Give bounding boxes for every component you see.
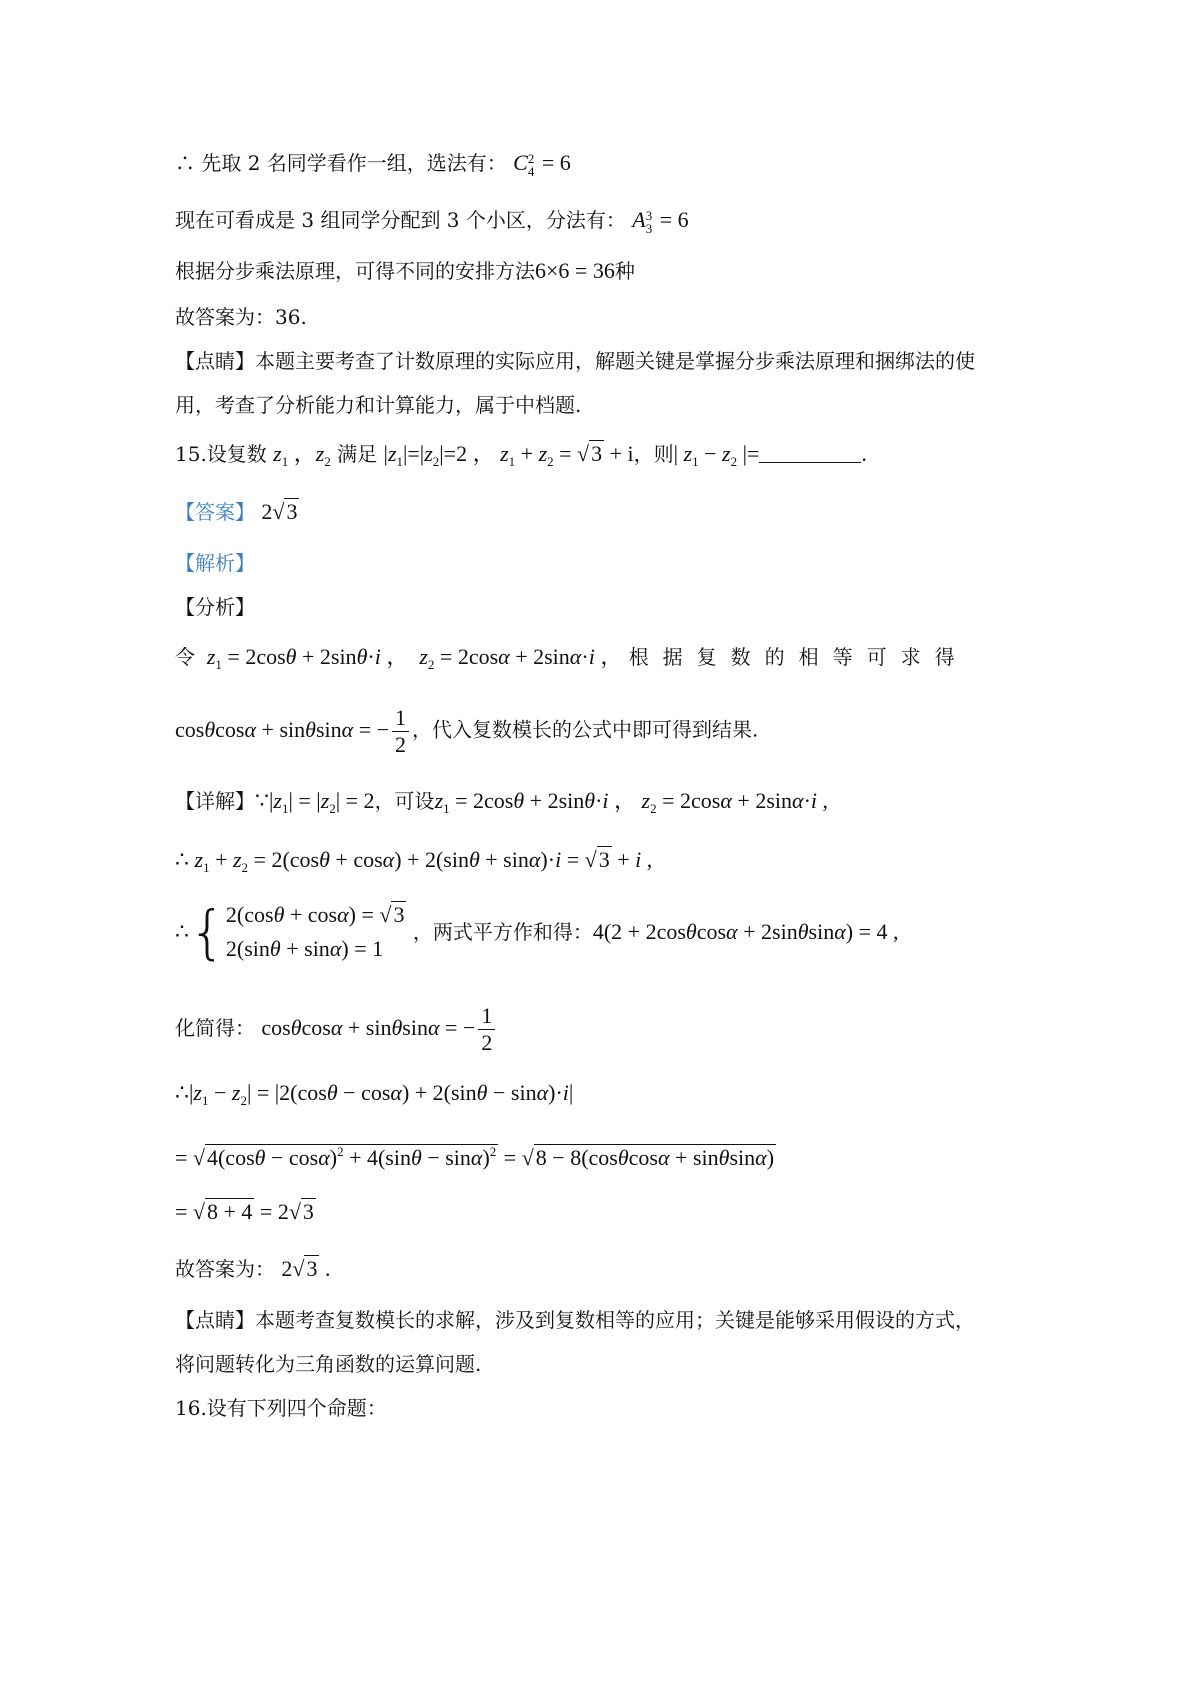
q15-ask: | $z_1 - z_2$ |= . xyxy=(673,441,867,469)
answer-36-line: 故答案为：36. xyxy=(175,305,307,329)
fenxi-z1: $z_1 = 2\cos\theta + 2\sin\theta\cdot i$ ， $z_2 = 2\cos\alpha + 2\sin\alpha\cdot i$ ， xyxy=(206,644,623,672)
result-line xyxy=(175,1197,1060,1227)
question-16: 16.设有下列四个命题： xyxy=(175,1396,387,1420)
xiangjie-sub: $z_1 = 2\cos\theta + 2\sin\theta\cdot i$ ， $z_2 = 2\cos\alpha + 2\sin\alpha\cdot i$ , xyxy=(434,788,829,816)
combination-line xyxy=(175,148,1060,178)
system-text: ，两式平方作和得： xyxy=(412,920,593,944)
answer-label: 【答案】 xyxy=(175,500,255,524)
squared-sum: 4(2 + 2cosθcosα + 2sinθsinα) = 4 , xyxy=(592,919,899,944)
final-answer-label: 故答案为： xyxy=(175,1257,275,1281)
dianjing2-line-1: 【点睛】本题考查复数模长的求解，涉及到复数相等的应用；关键是能够采用假设的方式， xyxy=(175,1308,975,1332)
jiexi-label: 【解析】 xyxy=(175,551,255,575)
answer-blank xyxy=(759,442,861,463)
difference-line xyxy=(175,1078,1060,1116)
arrangement-formula: A3 3 = 6 xyxy=(632,207,689,236)
arrangement-line xyxy=(175,205,1060,235)
multiplication-formula: 6×6 = 36 xyxy=(535,258,615,283)
dianjing-line-2: 用，考查了分析能力和计算能力，属于中档题. xyxy=(175,393,582,417)
fenxi-line-2 xyxy=(175,705,1060,758)
fenxi-text: 根据复数的相等可求得 xyxy=(628,645,969,669)
q15-vars: $z_1$ ，$z_2$ xyxy=(273,441,331,469)
result-formula: = √8 + 4 = 2√3 xyxy=(175,1199,314,1224)
answer-line xyxy=(175,497,1060,527)
equation-system: 2(cosθ + cosα) = √3 2(sinθ + sinα) = 1 xyxy=(225,902,405,961)
fenxi-label: 【分析】 xyxy=(175,595,255,619)
sum-formula: ∴ $z_1 + z_2 = 2(\cos\theta + \cos\alpha) + 2(\sin\theta + \sin\alpha)\cdot i = √3 + i$ , xyxy=(175,847,653,875)
fenxi-line-1 xyxy=(175,642,1060,680)
simplify-formula: cosθcosα + sinθsinα = − $\frac{1}{2}$ xyxy=(261,1015,498,1040)
fenxi-conclusion: ，代入复数模长的公式中即可得到结果. xyxy=(412,717,759,742)
combination-text: ∴ 先取 2 名同学看作一组，选法有： xyxy=(175,151,507,175)
unit-text: 种 xyxy=(614,259,635,283)
ling-char: 令 xyxy=(175,645,195,669)
final-answer-line xyxy=(175,1254,1060,1284)
xiangjie-label: 【详解】 xyxy=(175,789,255,813)
system-line xyxy=(175,898,1060,968)
multiplication-text: 根据分步乘法原理，可得不同的安排方法 xyxy=(175,259,535,283)
xiangjie-text: ，可设 xyxy=(374,789,435,813)
modulus-formula: = $√4(\cos\theta - \cos\alpha)^2 + 4(\sin\theta - \sin\alpha)^2 = √8 - 8(\cos\theta\cos\alpha + \sin\theta\sin\alpha)$ xyxy=(175,1144,775,1170)
difference-formula: $\therefore|z_1 - z_2| = |2(\cos\theta - \cos\alpha) + 2(\sin\theta - \sin\alpha)\cdot i|$ xyxy=(175,1080,574,1108)
combination-formula: C2 4 = 6 xyxy=(513,150,571,179)
simplify-label: 化简得： xyxy=(175,1016,255,1040)
question-15 xyxy=(175,439,1060,477)
dianjing2-line-2: 将问题转化为三角函数的运算问题. xyxy=(175,1352,482,1376)
modulus-line xyxy=(175,1137,1060,1173)
final-answer-value: 2√3 . xyxy=(281,1256,331,1281)
q15-condition-text: 满足 xyxy=(337,442,378,466)
sum-line xyxy=(175,845,1060,883)
brace-icon: { xyxy=(189,898,226,966)
dianjing-line-1: 【点睛】本题主要考查了计数原理的实际应用，解题关键是掌握分步乘法原理和捆绑法的使 xyxy=(175,349,975,373)
system-therefore: ∴ xyxy=(175,919,189,944)
q15-prefix: 15.设复数 xyxy=(175,442,267,466)
fenxi-identity: cosθcosα + sinθsinα = − $\frac{1}{2}$ xyxy=(175,717,412,742)
multiplication-line xyxy=(175,256,1060,286)
q15-then: ，则 xyxy=(633,442,674,466)
simplify-line xyxy=(175,998,1060,1058)
arrangement-text: 现在可看成是 3 组同学分配到 3 个小区，分法有： xyxy=(175,208,626,232)
answer-value: 2√3 xyxy=(261,499,298,524)
xiangjie-line-1 xyxy=(175,786,1060,824)
xiangjie-given: $\because|z_1| = |z_2| = 2$ xyxy=(255,788,375,816)
q15-modulus: $|z_1|=|z_2|=2$ ， $z_1 + z_2 = √3 + i$ xyxy=(383,441,634,469)
